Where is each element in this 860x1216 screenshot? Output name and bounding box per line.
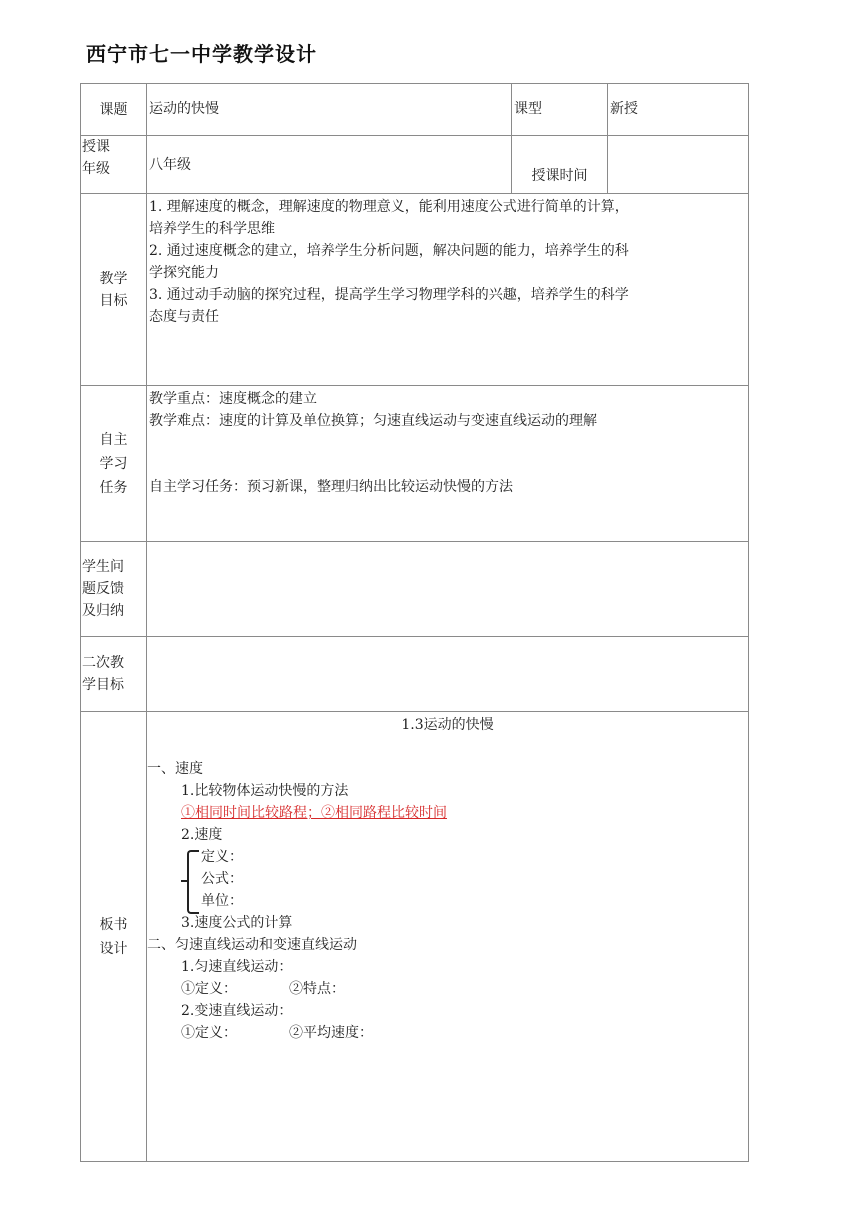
grade-row (81, 136, 749, 194)
secondary-row (81, 637, 749, 712)
goal-line: 3. 通过动手动脑的探究过程，提高学生学习物理学科的兴趣，培养学生的科学 (149, 287, 629, 303)
topic-row (81, 84, 749, 136)
topic-label: 课题 (81, 84, 147, 136)
board-sub-1: 1.匀速直线运动： (181, 959, 293, 975)
goal-line: 1. 理解速度的概念，理解速度的物理意义，能利用速度公式进行简单的计算， (149, 199, 629, 215)
type-label: 课型 (512, 84, 608, 136)
board-section-2: 二、匀速直线运动和变速直线运动 (147, 937, 357, 953)
board-section-1: 一、速度 (147, 761, 203, 777)
goals-label: 教学 目标 (81, 194, 147, 386)
board-sub-2-items: ①定义： ②平均速度： (181, 1025, 373, 1041)
goals-row (81, 194, 749, 386)
board-label: 板书 设计 (81, 712, 147, 1162)
grade-value: 八年级 (147, 136, 512, 194)
board-heading: 1.3运动的快慢 (401, 717, 494, 733)
goal-line: 态度与责任 (149, 309, 219, 325)
self-study-row (81, 386, 749, 542)
self-study-label: 自主 学习 任务 (81, 386, 147, 542)
key-point: 教学重点：速度概念的建立 (149, 391, 317, 407)
board-item-1: 1.比较物体运动快慢的方法 (181, 783, 349, 799)
goal-line: 培养学生的科学思维 (149, 221, 275, 237)
time-label: 授课时间 (512, 136, 608, 194)
grade-label: 授课 年级 (81, 136, 147, 194)
lesson-plan-table (80, 83, 749, 1162)
goal-line: 2. 通过速度概念的建立，培养学生分析问题，解决问题的能力，培养学生的科 (149, 243, 629, 259)
board-sub-2: 2.变速直线运动： (181, 1003, 293, 1019)
board-content (147, 712, 749, 1162)
document-title: 西宁市七一中学教学设计 (86, 42, 317, 66)
feedback-content (147, 542, 749, 637)
self-study-content (147, 386, 749, 542)
board-item-3: 3.速度公式的计算 (181, 915, 293, 931)
board-row (81, 712, 749, 1162)
board-sub-1-items: ①定义： ②特点： (181, 981, 345, 997)
time-value (608, 136, 749, 194)
brace-unit: 单位： (201, 893, 243, 909)
brace-shape (187, 850, 199, 914)
brace-formula: 公式： (201, 871, 243, 887)
board-item-2: 2.速度 (181, 827, 223, 843)
topic-value: 运动的快慢 (147, 84, 512, 136)
goals-content (147, 194, 749, 386)
self-study-task: 自主学习任务：预习新课，整理归纳出比较运动快慢的方法 (149, 479, 513, 495)
type-value: 新授 (608, 84, 749, 136)
brace-definition: 定义： (201, 849, 243, 865)
board-item-1-note: ①相同时间比较路程；②相同路程比较时间 (181, 805, 447, 821)
speed-brace-group (147, 846, 748, 912)
difficulty: 教学难点：速度的计算及单位换算；匀速直线运动与变速直线运动的理解 (149, 413, 597, 429)
goal-line: 学探究能力 (149, 265, 219, 281)
feedback-row (81, 542, 749, 637)
brace-tick (181, 880, 189, 882)
feedback-label: 学生问 题反馈 及归纳 (81, 542, 147, 637)
secondary-content (147, 637, 749, 712)
secondary-label: 二次教 学目标 (81, 637, 147, 712)
